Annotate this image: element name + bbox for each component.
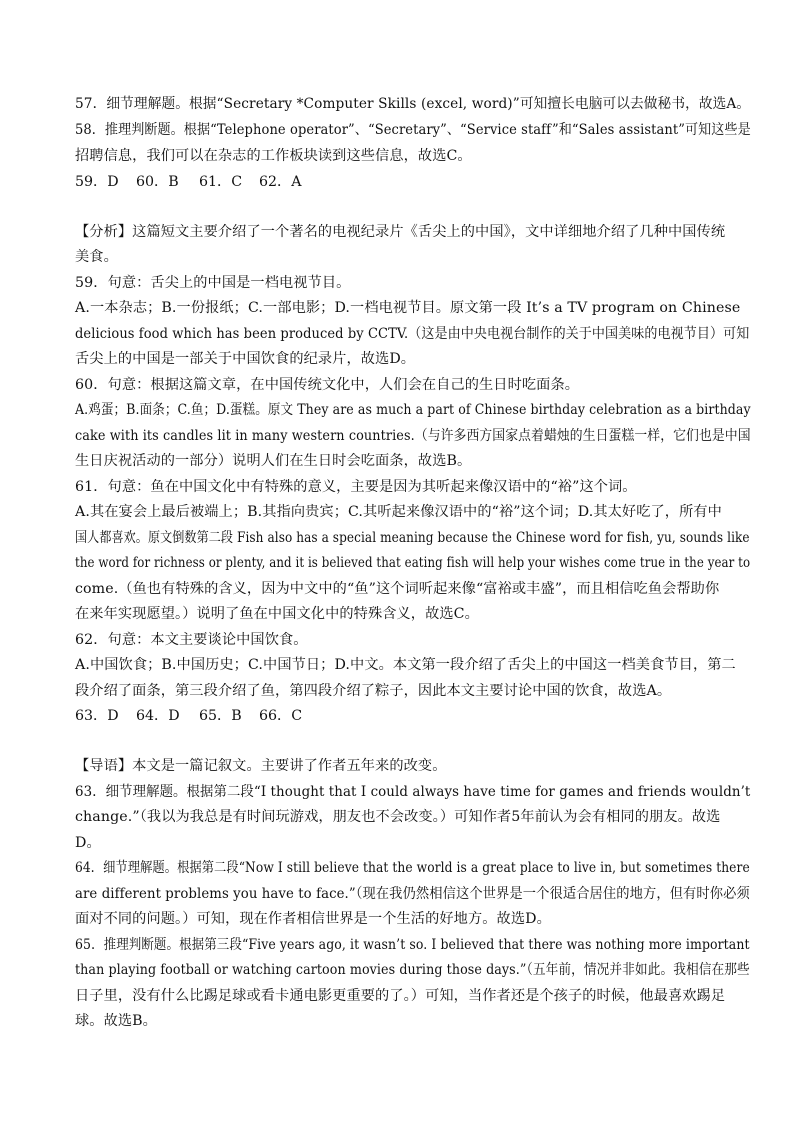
- q62-meaning: 62．句意：本文主要谈论中国饮食。: [75, 632, 308, 648]
- answer-61: 61．C: [199, 174, 243, 190]
- answer-66: 66．C: [259, 708, 303, 724]
- answer-65: 65．B: [199, 708, 242, 724]
- q64-explanation-line-3: 面对不同的问题。）可知，现在作者相信世界是一个生活的好地方。故选D。: [75, 911, 551, 927]
- answer-63: 63．D: [75, 708, 119, 724]
- q60-explanation-line-2: cake with its candles lit in many western countries.（与许多西方国家点着蜡烛的生日蛋糕一样，它们也是中国: [75, 428, 751, 444]
- q65-explanation-line-4: 球。故选B。: [75, 1013, 157, 1029]
- analysis-heading-line-2: 美食。: [75, 249, 118, 265]
- q57-explanation: 57．细节理解题。根据“Secretary *Computer Skills (excel, word)”可知擅长电脑可以去做秘书，故选A。: [75, 96, 751, 112]
- answer-row-59-62: [75, 172, 302, 192]
- q59-explanation-line-1: A.一本杂志；B.一份报纸；C.一部电影；D.一档电视节目。原文第一段 It’s a TV program on Chinese: [75, 300, 741, 316]
- q64-explanation-line-2: are different problems you have to face.”（现在我仍然相信这个世界是一个很适合居住的地方，但有时你必须: [75, 886, 750, 902]
- q63-explanation-line-3: D。: [75, 835, 101, 851]
- q61-explanation-line-3: the word for richness or plenty, and it is believed that eating fish will help your wishes come true in the year to: [75, 555, 751, 571]
- q58-explanation-line-2: 招聘信息，我们可以在杂志的工作板块读到这些信息，故选C。: [75, 148, 472, 164]
- q65-explanation-line-3: 日子里，没有什么比踢足球或看卡通电影更重要的了。）可知，当作者还是个孩子的时候，他最喜欢踢足: [75, 988, 726, 1004]
- answer-64: 64．D: [136, 708, 180, 724]
- q61-explanation-line-2: 国人都喜欢。原文倒数第二段 Fish also has a special meaning because the Chinese word for fish, yu, sounds like: [75, 530, 750, 546]
- q59-explanation-line-2: delicious food which has been produced by CCTV.（这是由中央电视台制作的关于中国美味的电视节目）可知: [75, 326, 750, 342]
- answer-62: 62．A: [259, 174, 302, 190]
- q63-explanation-line-1: 63．细节理解题。根据第二段“I thought that I could always have time for games and friends wouldn’t: [75, 784, 751, 800]
- answer-row-63-66: [75, 706, 302, 726]
- guide-heading: 【导语】本文是一篇记叙文。主要讲了作者五年来的改变。: [75, 758, 447, 774]
- q61-explanation-line-1: A.其在宴会上最后被端上；B.其指向贵宾；C.其听起来像汉语中的“裕”这个词；D.其太好吃了，所有中: [75, 504, 722, 520]
- q60-explanation-line-3: 生日庆祝活动的一部分）说明人们在生日时会吃面条，故选B。: [75, 453, 472, 469]
- q59-meaning: 59．句意：舌尖上的中国是一档电视节目。: [75, 275, 351, 291]
- answer-60: 60．B: [136, 174, 179, 190]
- q61-explanation-line-5: 在来年实现愿望。）说明了鱼在中国文化中的特殊含义，故选C。: [75, 606, 479, 622]
- q62-explanation-line-2: 段介绍了面条，第三段介绍了鱼，第四段介绍了粽子，因此本文主要讨论中国的饮食，故选A。: [75, 683, 672, 699]
- q61-explanation-line-4: come.（鱼也有特殊的含义，因为中文中的“鱼”这个词听起来像“富裕或丰盛”，而且相信吃鱼会帮助你: [75, 581, 720, 597]
- q58-explanation-line-1: 58．推理判断题。根据“Telephone operator”、“Secretary”、“Service staff”和“Sales assistant”可知这些是: [75, 122, 751, 138]
- q60-meaning: 60．句意：根据这篇文章，在中国传统文化中，人们会在自己的生日时吃面条。: [75, 377, 580, 393]
- answer-59: 59．D: [75, 174, 119, 190]
- q62-explanation-line-1: A.中国饮食；B.中国历史；C.中国节日；D.中文。本文第一段介绍了舌尖上的中国这一档美食节目，第二: [75, 657, 736, 673]
- q60-explanation-line-1: A.鸡蛋；B.面条；C.鱼；D.蛋糕。原文 They are as much a part of Chinese birthday celebration as a birthday: [75, 402, 751, 418]
- analysis-heading-line-1: 【分析】这篇短文主要介绍了一个著名的电视纪录片《舌尖上的中国》，文中详细地介绍了几种中国传统: [75, 224, 726, 240]
- q65-explanation-line-2: than playing football or watching cartoon movies during those days.”（五年前，情况并非如此。我相信在那些: [75, 962, 750, 978]
- q64-explanation-line-1: 64．细节理解题。根据第二段“Now I still believe that the world is a great place to live in, but sometimes there: [75, 860, 750, 876]
- q63-explanation-line-2: change.”（我以为我总是有时间玩游戏，朋友也不会改变。）可知作者5年前认为会有相同的朋友。故选: [75, 809, 721, 825]
- q61-meaning: 61．句意：鱼在中国文化中有特殊的意义，主要是因为其听起来像汉语中的“裕”这个词。: [75, 479, 637, 495]
- q65-explanation-line-1: 65．推理判断题。根据第三段“Five years ago, it wasn’t so. I believed that there was nothing more important: [75, 937, 750, 953]
- q59-explanation-line-3: 舌尖上的中国是一部关于中国饮食的纪录片，故选D。: [75, 351, 416, 367]
